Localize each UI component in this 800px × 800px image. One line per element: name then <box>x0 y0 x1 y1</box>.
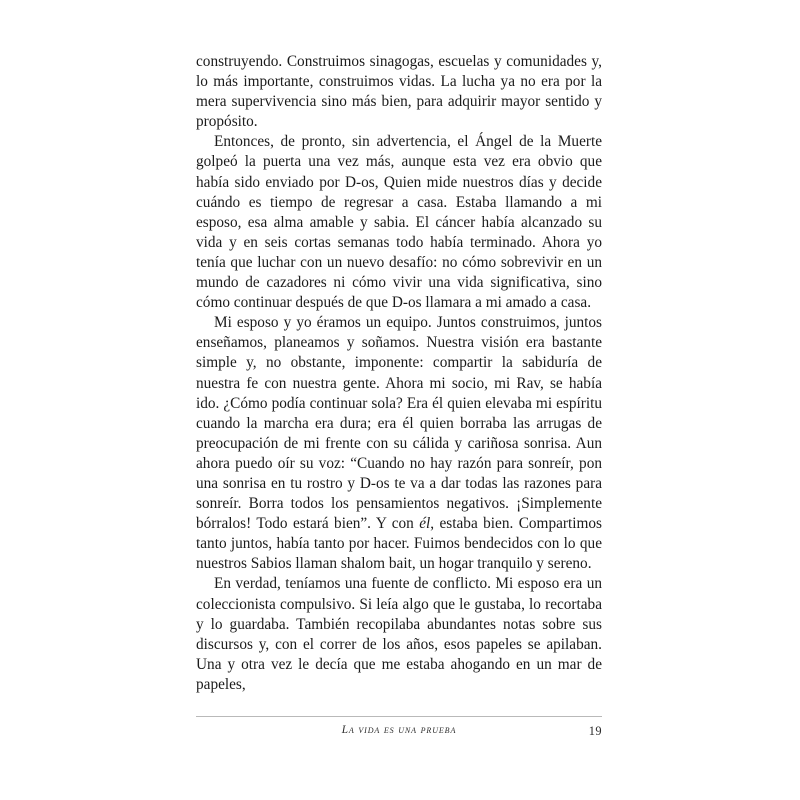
paragraph-3-italic-emphasis: él <box>419 515 431 533</box>
paragraph-4: En verdad, teníamos una fuente de conflicto. Mi esposo era un coleccionista compulsivo. Si leía algo que le gustaba, lo recortaba y lo guardaba. También recopilaba abundantes notas sobre sus discursos y, con el correr de los años, esos papeles se apilaban. Una y otra vez le decía que me estaba ahogando en un mar de papeles, <box>196 575 602 693</box>
paragraph-3-text-before-italic: Mi esposo y yo éramos un equipo. Juntos construimos, juntos enseñamos, planeamos y soñamos. Nuestra visión era bastante simple y, no obstante, imponente: compartir la sabiduría de nuestra fe con nuestra gente. Ahora mi socio, mi Rav, se había ido. ¿Cómo podía continuar sola? Era él quien elevaba mi espíritu cuando la marcha era dura; era él quien borraba las arrugas de preocupación de mi frente con su cálida y cariñosa sonrisa. Aun ahora puedo oír su voz: “Cuando no hay razón para sonreír, pon una sonrisa en tu rostro y D-os te va a dar todas las razones para sonreír. Borra todos los pensamientos negativos. ¡Simplemente bórralos! Todo estará bien”. Y con <box>196 314 602 533</box>
paragraph-3-text-after-italic: , estaba bien. Compartimos tanto juntos, había tanto por hacer. Fuimos bendecidos con lo que nuestros Sabios llaman shalom bait, un hogar tranquilo y sereno. <box>196 515 602 573</box>
page-text-block <box>196 52 602 695</box>
running-head: La vida es una prueba <box>341 724 457 736</box>
paragraph-3 <box>196 313 602 574</box>
footer-row <box>196 724 602 742</box>
page-footer <box>196 716 602 742</box>
paragraph-2: Entonces, de pronto, sin advertencia, el Ángel de la Muerte golpeó la puerta una vez más, aunque esta vez era obvio que había sido enviado por D-os, Quien mide nuestros días y decide cuándo es tiempo de regresar a casa. Estaba llamando a mi esposo, esa alma amable y sabia. El cáncer había alcanzado su vida y en seis cortas semanas todo había terminado. Ahora yo tenía que luchar con un nuevo desafío: no cómo sobrevivir en un mundo de cazadores ni cómo vivir una vida significativa, sino cómo continuar después de que D-os llamara a mi amado a casa. <box>196 133 602 312</box>
paragraph-1: construyendo. Construimos sinagogas, escuelas y comunidades y, lo más importante, construimos vidas. La lucha ya no era por la mera supervivencia sino más bien, para adquirir mayor sentido y propósito. <box>196 53 602 131</box>
footer-divider <box>196 716 602 717</box>
page-number: 19 <box>588 724 602 738</box>
